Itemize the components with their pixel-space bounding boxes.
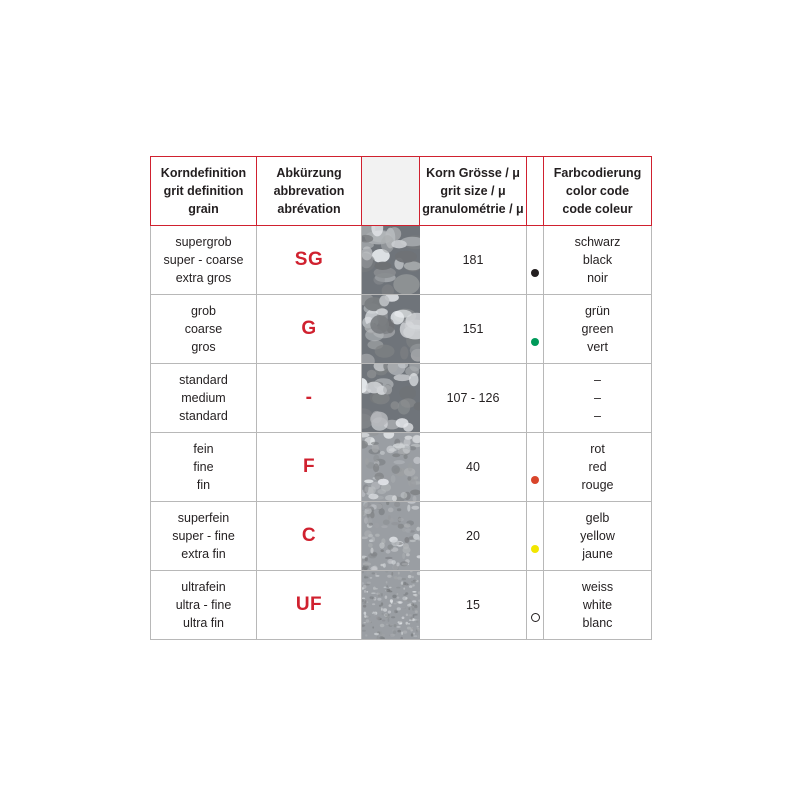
color-code-text: red — [588, 460, 607, 474]
grit-size-value: 15 — [466, 598, 480, 612]
color-dot-cell — [527, 226, 544, 295]
header-color-code: Farbcodierung color code code coleur — [544, 157, 652, 226]
abbreviation-cell — [257, 295, 362, 364]
abbreviation-text: - — [305, 386, 313, 408]
header-abbreviation: Abkürzung abbrevation abrévation — [257, 157, 362, 226]
color-dot-icon — [531, 613, 540, 622]
abbreviation-text: C — [301, 524, 317, 546]
grit-texture-image — [362, 364, 420, 433]
grit-definition-cell — [151, 295, 257, 364]
color-code-text: yellow — [580, 529, 615, 543]
color-code-cell — [544, 433, 652, 502]
grit-texture-image — [362, 295, 420, 364]
table-row — [151, 433, 652, 502]
grit-definition-text: ultrafein — [181, 580, 226, 594]
grit-texture-swatch — [362, 433, 420, 501]
abbreviation-text: SG — [294, 248, 324, 270]
color-code-text: – — [594, 409, 601, 423]
abbreviation-cell — [257, 571, 362, 640]
color-code-text: rouge — [581, 478, 614, 492]
color-code-text: grün — [584, 304, 611, 318]
grit-definition-text: super - coarse — [163, 253, 244, 267]
color-code-cell — [544, 364, 652, 433]
grit-size-value: 40 — [466, 460, 480, 474]
grit-size-cell — [420, 364, 527, 433]
table-row — [151, 226, 652, 295]
grit-definition-text: superfein — [177, 511, 230, 525]
grit-definition-text: fin — [196, 478, 211, 492]
abbreviation-text: UF — [295, 593, 323, 615]
color-code-text: – — [594, 373, 601, 387]
grit-definition-text: supergrob — [175, 235, 232, 249]
color-code-text: weiss — [581, 580, 614, 594]
grit-definition-text: super - fine — [172, 529, 235, 543]
grit-definition-text: standard — [179, 373, 228, 387]
color-code-cell — [544, 226, 652, 295]
color-code-text: jaune — [582, 547, 613, 561]
color-code-text: noir — [587, 271, 608, 285]
grit-definition-cell — [151, 433, 257, 502]
abbreviation-cell — [257, 433, 362, 502]
color-dot-cell — [527, 433, 544, 502]
grit-definition-text: medium — [181, 391, 226, 405]
table-row — [151, 571, 652, 640]
grit-definition-text: fein — [193, 442, 214, 456]
grit-size-table — [150, 156, 652, 640]
color-code-cell — [544, 571, 652, 640]
color-dot-cell — [527, 571, 544, 640]
color-code-text: schwarz — [574, 235, 621, 249]
grit-definition-text: coarse — [184, 322, 223, 336]
table-row — [151, 364, 652, 433]
color-code-cell — [544, 295, 652, 364]
grit-definition-cell — [151, 226, 257, 295]
grit-texture-image — [362, 226, 420, 295]
grit-texture-swatch — [362, 295, 420, 363]
grit-definition-text: extra gros — [175, 271, 232, 285]
grit-definition-cell — [151, 364, 257, 433]
color-dot-icon — [531, 476, 539, 484]
grit-texture-swatch — [362, 226, 420, 294]
header-grit-size: Korn Grösse / μ grit size / μ granulométrie / μ — [420, 157, 527, 226]
grit-size-value: 107 - 126 — [446, 391, 500, 405]
table-header-row — [151, 157, 652, 226]
color-code-text: rot — [590, 442, 605, 456]
color-code-text: blanc — [582, 616, 613, 630]
color-code-text: black — [582, 253, 613, 267]
abbreviation-text: F — [302, 455, 316, 477]
grit-definition-text: standard — [179, 409, 228, 423]
grit-texture-swatch — [362, 571, 420, 639]
grit-size-cell — [420, 433, 527, 502]
grit-size-cell — [420, 502, 527, 571]
grit-texture-image — [362, 502, 420, 571]
grit-size-cell — [420, 571, 527, 640]
grit-definition-text: ultra fin — [183, 616, 224, 630]
grit-texture-image — [362, 571, 420, 640]
color-dot-cell — [527, 502, 544, 571]
abbreviation-text: G — [301, 317, 317, 339]
grit-definition-cell — [151, 571, 257, 640]
table-row — [151, 502, 652, 571]
grit-size-cell — [420, 226, 527, 295]
header-texture — [362, 157, 420, 226]
color-dot-cell — [527, 364, 544, 433]
grit-size-cell — [420, 295, 527, 364]
grit-size-value: 181 — [462, 253, 484, 267]
color-code-cell — [544, 502, 652, 571]
grit-definition-cell — [151, 502, 257, 571]
color-code-text: white — [582, 598, 613, 612]
grit-definition-text: extra fin — [181, 547, 226, 561]
grit-definition-text: fine — [193, 460, 214, 474]
color-dot-icon — [531, 269, 539, 277]
color-code-text: gelb — [585, 511, 610, 525]
grit-texture-image — [362, 433, 420, 502]
abbreviation-cell — [257, 226, 362, 295]
grit-texture-swatch — [362, 364, 420, 432]
color-code-text: green — [581, 322, 614, 336]
table-row — [151, 295, 652, 364]
grit-definition-text: grob — [190, 304, 217, 318]
grit-size-value: 20 — [466, 529, 480, 543]
grit-texture-swatch — [362, 502, 420, 570]
color-code-text: – — [594, 391, 601, 405]
color-dot-icon — [531, 338, 539, 346]
abbreviation-cell — [257, 364, 362, 433]
grit-definition-text: ultra - fine — [175, 598, 232, 612]
header-grit-definition: Korndefinition grit definition grain — [151, 157, 257, 226]
grit-definition-text: gros — [191, 340, 216, 354]
color-dot-cell — [527, 295, 544, 364]
grit-size-value: 151 — [462, 322, 484, 336]
color-dot-icon — [531, 545, 539, 553]
header-dot — [527, 157, 544, 226]
color-code-text: vert — [587, 340, 608, 354]
abbreviation-cell — [257, 502, 362, 571]
